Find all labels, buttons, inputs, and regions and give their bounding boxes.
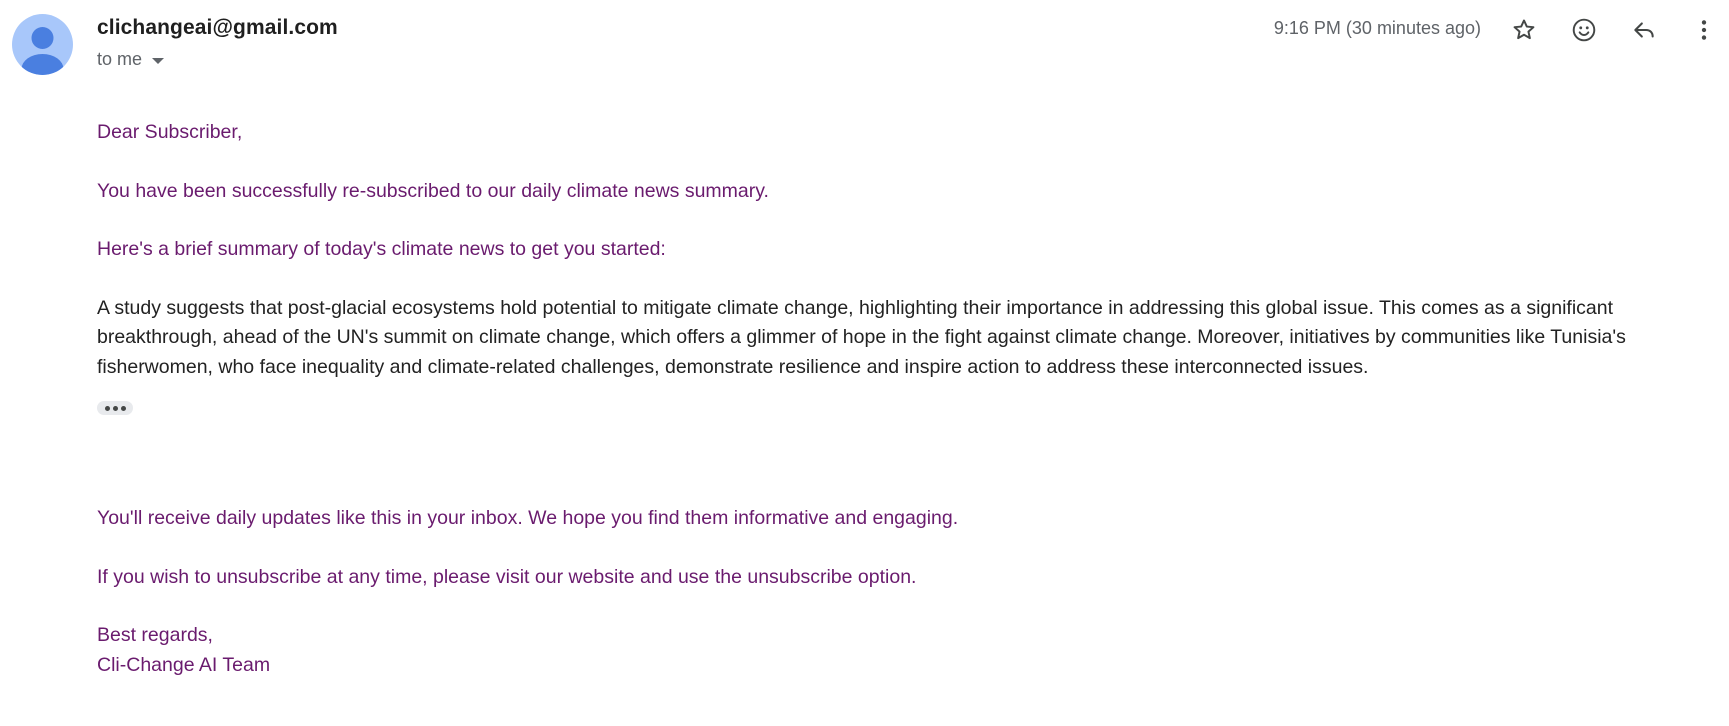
add-reaction-button[interactable] <box>1564 10 1604 50</box>
sender-email[interactable]: clichangeai@gmail.com <box>97 16 338 39</box>
more-vert-icon <box>1691 17 1717 43</box>
show-trimmed-content-button[interactable] <box>97 401 133 415</box>
signature: Cli-Change AI Team <box>97 653 271 676</box>
reply-button[interactable] <box>1624 10 1664 50</box>
closing: Best regards, <box>97 624 213 646</box>
unsubscribe-text: If you wish to unsubscribe at any time, please visit our website and use the unsubscribe option. <box>97 565 917 588</box>
emoji-icon <box>1571 17 1597 43</box>
recipient-label: to me <box>97 49 143 69</box>
reply-icon <box>1631 17 1657 43</box>
dot-icon <box>121 406 126 411</box>
star-icon <box>1511 17 1537 43</box>
person-icon <box>12 14 73 75</box>
daily-updates-text: You'll receive daily updates like this in your inbox. We hope you find them informative and engaging. <box>97 507 959 529</box>
recipient-details-toggle[interactable] <box>97 49 164 70</box>
timestamp: 9:16 PM (30 minutes ago) <box>1273 18 1481 38</box>
email-header <box>0 0 1729 90</box>
caret-down-icon <box>152 58 164 64</box>
star-button[interactable] <box>1504 10 1544 50</box>
dot-icon <box>113 406 118 411</box>
summary-intro: Here's a brief summary of today's climate news to get you started: <box>97 238 666 260</box>
message-body <box>97 118 1657 680</box>
sender-avatar[interactable] <box>12 14 73 75</box>
more-options-button[interactable] <box>1684 10 1724 50</box>
resubscribed-text: You have been successfully re-subscribed to our daily climate news summary. <box>97 179 769 202</box>
dot-icon <box>105 406 110 411</box>
greeting: Dear Subscriber, <box>97 121 243 143</box>
news-summary: A study suggests that post-glacial ecosystems hold potential to mitigate climate change, highlighting their importance in addressing this global issue. This comes as a significant breakthrough, ahead of the UN's summit on climate change, which offers a glimmer of hope in the fight against climate change. Moreover, initiatives by communities like Tunisia's fisherwomen, who face inequality and climate-related challenges, demonstrate resilience and inspire action to address these interconnected issues. <box>97 296 1626 378</box>
